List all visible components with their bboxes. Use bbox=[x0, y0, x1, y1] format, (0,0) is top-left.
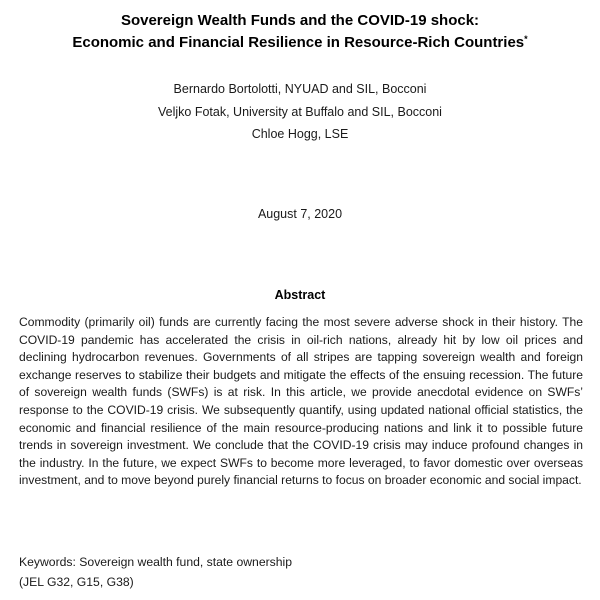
publication-date: August 7, 2020 bbox=[257, 207, 343, 221]
keywords-block bbox=[19, 552, 579, 592]
author-line: Veljko Fotak, University at Buffalo and SIL, Bocconi bbox=[158, 104, 442, 119]
keywords-line: Keywords: Sovereign wealth fund, state ownership bbox=[19, 555, 293, 569]
paper-title-line-1: Sovereign Wealth Funds and the COVID-19 shock: bbox=[120, 12, 480, 29]
paper-title-line-2 bbox=[0, 32, 600, 54]
author-line: Bernardo Bortolotti, NYUAD and SIL, Bocconi bbox=[173, 82, 427, 96]
paper-title-line-2-text: Economic and Financial Resilience in Resource-Rich Countries bbox=[72, 34, 525, 51]
abstract-heading: Abstract bbox=[274, 288, 326, 302]
author-line: Chloe Hogg, LSE bbox=[251, 127, 349, 141]
paper-title bbox=[0, 10, 600, 54]
abstract-text: Commodity (primarily oil) funds are currently facing the most severe adverse shock in their history. The COVID-19 pandemic has accelerated the crisis in oil-rich nations, already hit by low oil prices and declining hydrocarbon revenues. Governments of all stripes are tapping sovereign wealth and foreign exchange reserves to stabilize their budgets and mitigate the effects of the ensuing recession. The future of sovereign wealth funds (SWFs) is at risk. In this article, we provide anecdotal evidence on SWFs’ response to the COVID-19 crisis. We subsequently quantify, using updated national official statistics, the economic and financial resilience of the main resource-producing nations and link it to possible future trends in sovereign investment. We conclude that the COVID-19 crisis may induce profound changes in the industry. In the future, we expect SWFs to become more leveraged, to favor domestic over overseas investment, and to move beyond purely financial returns to focus on broader economic and social impact. bbox=[19, 315, 583, 488]
title-footnote-mark: * bbox=[524, 34, 528, 44]
author-list bbox=[0, 78, 600, 146]
jel-codes-line: (JEL G32, G15, G38) bbox=[19, 575, 134, 589]
